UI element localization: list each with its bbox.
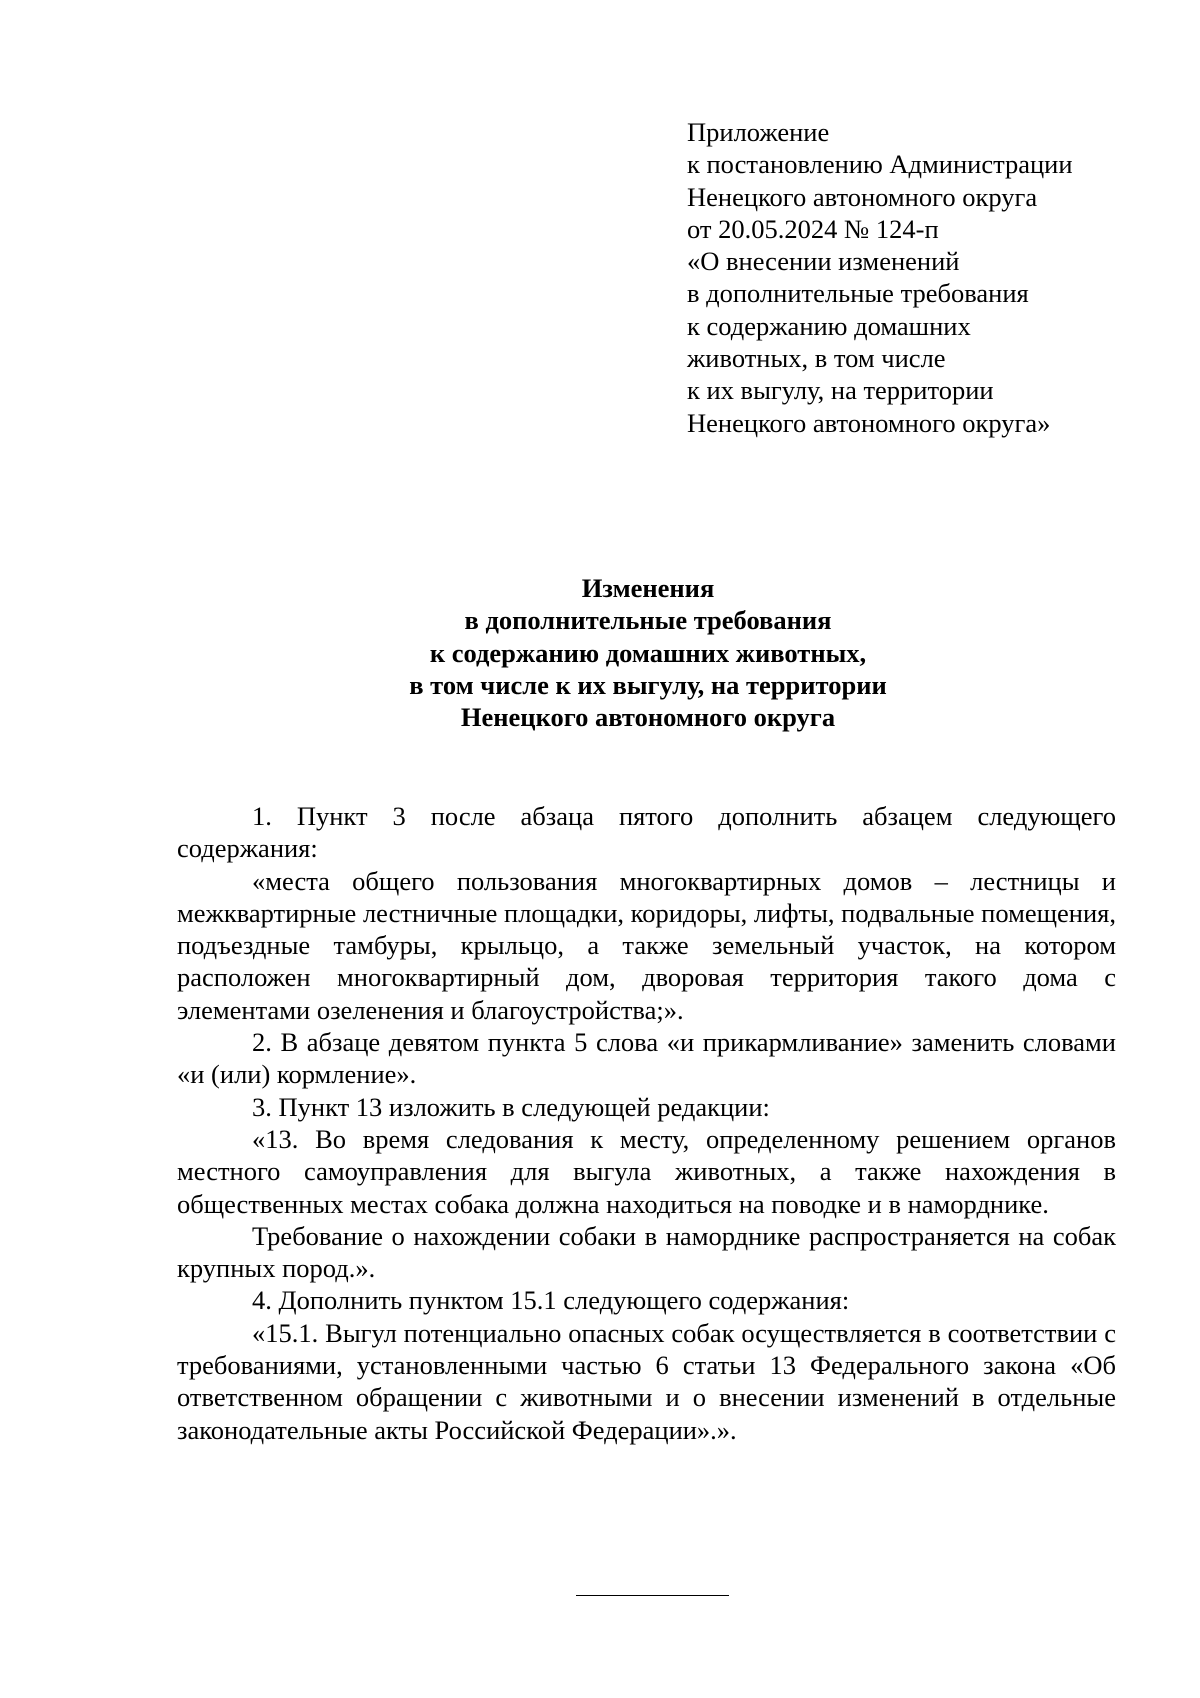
appendix-line: от 20.05.2024 № 124-п bbox=[687, 213, 939, 244]
appendix-line: к содержанию домашних bbox=[687, 310, 971, 341]
title-line: к содержанию домашних животных, bbox=[429, 637, 867, 668]
appendix-line: животных, в том числе bbox=[687, 343, 946, 374]
document-title bbox=[0, 572, 1200, 733]
title-line: в дополнительные требования bbox=[464, 605, 832, 636]
appendix-line: к постановлению Администрации bbox=[687, 149, 1073, 180]
paragraph-item-1: 1. Пункт 3 после абзаца пятого дополнить абзацем следующего содержания: bbox=[177, 801, 1116, 864]
paragraph-item-2: 2. В абзаце девятом пункта 5 слова «и прикармливание» заменить словами «и (или) кормление». bbox=[177, 1027, 1116, 1090]
paragraph-quote-2: «13. Во время следования к месту, определенному решением органов местного самоуправления для выгула животных, а также нахождения в общественных местах собака должна находиться на поводке и в наморднике. bbox=[177, 1123, 1116, 1219]
appendix-line: Ненецкого автономного округа» bbox=[687, 407, 1051, 438]
appendix-line: Приложение bbox=[687, 117, 830, 147]
appendix-line: к их выгулу, на территории bbox=[687, 375, 994, 406]
appendix-block bbox=[687, 116, 1167, 439]
title-line: в том числе к их выгулу, на территории bbox=[409, 669, 887, 700]
appendix-line: «О внесении изменений bbox=[687, 246, 960, 277]
title-line: Изменения bbox=[581, 573, 715, 603]
appendix-line: Ненецкого автономного округа bbox=[687, 181, 1038, 212]
paragraph-quote-3: «15.1. Выгул потенциально опасных собак осуществляется в соответствии с требованиями, установленными частью 6 статьи 13 Федерального закона «Об ответственном обращении с животными и о внесении изменений в отдельные законодательные акты Российской Федерации».». bbox=[177, 1317, 1116, 1445]
end-divider bbox=[576, 1595, 729, 1596]
paragraph-quote-2-cont: Требование о нахождении собаки в наморднике распространяется на собак крупных пород.». bbox=[177, 1220, 1116, 1284]
appendix-line: в дополнительные требования bbox=[687, 278, 1029, 309]
paragraph-quote-1: «места общего пользования многоквартирных домов – лестницы и межквартирные лестничные площадки, коридоры, лифты, подвальные помещения, подъездные тамбуры, крыльцо, а также земельный участок, на котором расположен многоквартирный дом, дворовая территория такого дома с элементами озеленения и благоустройства;». bbox=[177, 865, 1116, 1025]
document-body bbox=[177, 800, 1116, 1446]
paragraph-item-4: 4. Дополнить пунктом 15.1 следующего содержания: bbox=[252, 1285, 850, 1316]
title-line: Ненецкого автономного округа bbox=[460, 702, 836, 733]
paragraph-item-3: 3. Пункт 13 изложить в следующей редакции: bbox=[252, 1091, 770, 1122]
